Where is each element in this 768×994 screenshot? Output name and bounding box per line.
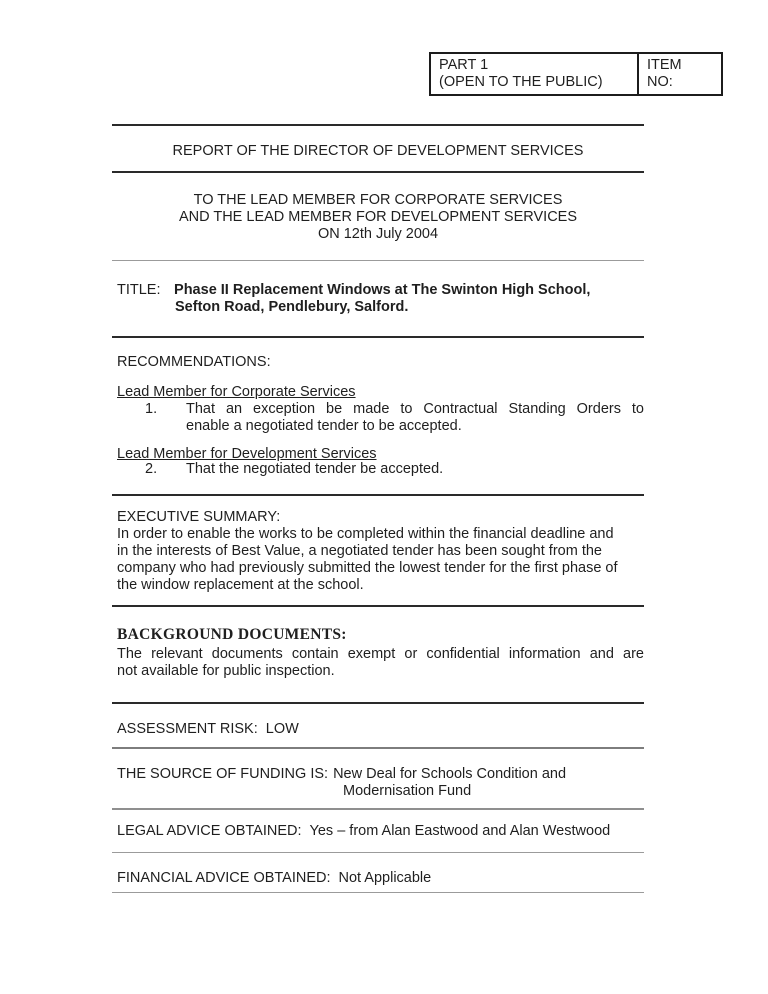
assessment-risk-line <box>112 721 644 738</box>
part1-label: PART 1 <box>439 57 489 73</box>
financial-advice-value: Not Applicable <box>338 870 432 886</box>
recommendations-heading: RECOMMENDATIONS: <box>117 354 271 370</box>
background-documents-heading: BACKGROUND DOCUMENTS: <box>117 626 347 643</box>
legal-advice-line <box>112 823 644 840</box>
funding-source-value-line1: New Deal for Schools Condition and <box>333 766 567 782</box>
horizontal-rule <box>112 892 644 893</box>
horizontal-rule <box>112 852 644 853</box>
horizontal-rule <box>112 260 644 261</box>
financial-advice-label: FINANCIAL ADVICE OBTAINED: <box>117 870 331 886</box>
title-text-line2: Sefton Road, Pendlebury, Salford. <box>175 299 409 315</box>
item-no-cell <box>639 54 721 94</box>
executive-summary-heading: EXECUTIVE SUMMARY: <box>117 509 281 525</box>
addressee-line: TO THE LEAD MEMBER FOR CORPORATE SERVICES <box>193 192 563 208</box>
lead-member-corporate-heading: Lead Member for Corporate Services <box>117 384 356 400</box>
assessment-risk-label: ASSESSMENT RISK: <box>117 721 258 737</box>
assessment-risk-value: LOW <box>265 721 299 737</box>
lead-member-development-heading: Lead Member for Development Services <box>117 446 377 462</box>
recommendation-1-number: 1. <box>145 401 158 417</box>
recommendation-item-1 <box>112 401 644 435</box>
recommendation-2-number: 2. <box>145 461 158 477</box>
paragraph-line: The relevant documents contain exempt or confidential information and are <box>117 646 644 662</box>
funding-source-block <box>112 766 644 800</box>
horizontal-rule <box>112 702 644 704</box>
open-to-public-label: (OPEN TO THE PUBLIC) <box>439 74 603 90</box>
horizontal-rule <box>112 605 644 607</box>
document-body <box>112 0 644 994</box>
report-title: REPORT OF THE DIRECTOR OF DEVELOPMENT SERVICES <box>172 143 584 159</box>
addressee-line: AND THE LEAD MEMBER FOR DEVELOPMENT SERVICES <box>178 209 578 225</box>
addressee-date-line: ON 12th July 2004 <box>317 226 439 242</box>
item-no-label: NO: <box>647 74 673 90</box>
horizontal-rule <box>112 171 644 173</box>
financial-advice-line <box>112 870 644 887</box>
addressee-block <box>112 192 644 243</box>
legal-advice-value: Yes – from Alan Eastwood and Alan Westwood <box>309 823 611 839</box>
paragraph-line: In order to enable the works to be completed within the financial deadline and <box>117 526 614 542</box>
horizontal-rule <box>112 808 644 810</box>
title-block <box>112 282 644 316</box>
funding-source-value-line2: Modernisation Fund <box>343 783 472 799</box>
item-label: ITEM <box>647 57 682 73</box>
title-label: TITLE: <box>117 282 161 298</box>
funding-source-label: THE SOURCE OF FUNDING IS: <box>117 766 329 782</box>
executive-summary-paragraph <box>112 526 644 594</box>
paragraph-line: in the interests of Best Value, a negotiated tender has been sought from the <box>117 543 602 559</box>
recommendation-1-line1: That an exception be made to Contractual Standing Orders to <box>186 401 644 417</box>
recommendation-item-2 <box>112 461 644 478</box>
paragraph-line: the window replacement at the school. <box>117 577 364 593</box>
background-documents-paragraph <box>112 646 644 680</box>
paragraph-line: company who had previously submitted the lowest tender for the first phase of <box>117 560 618 576</box>
paragraph-line: not available for public inspection. <box>117 663 335 679</box>
title-text-line1: Phase II Replacement Windows at The Swinton High School, <box>174 282 591 298</box>
horizontal-rule <box>112 124 644 126</box>
horizontal-rule <box>112 494 644 496</box>
horizontal-rule <box>112 336 644 338</box>
legal-advice-label: LEGAL ADVICE OBTAINED: <box>117 823 302 839</box>
recommendation-2-line1: That the negotiated tender be accepted. <box>186 461 444 477</box>
recommendation-1-line2: enable a negotiated tender to be accepted. <box>186 418 462 434</box>
horizontal-rule <box>112 747 644 749</box>
